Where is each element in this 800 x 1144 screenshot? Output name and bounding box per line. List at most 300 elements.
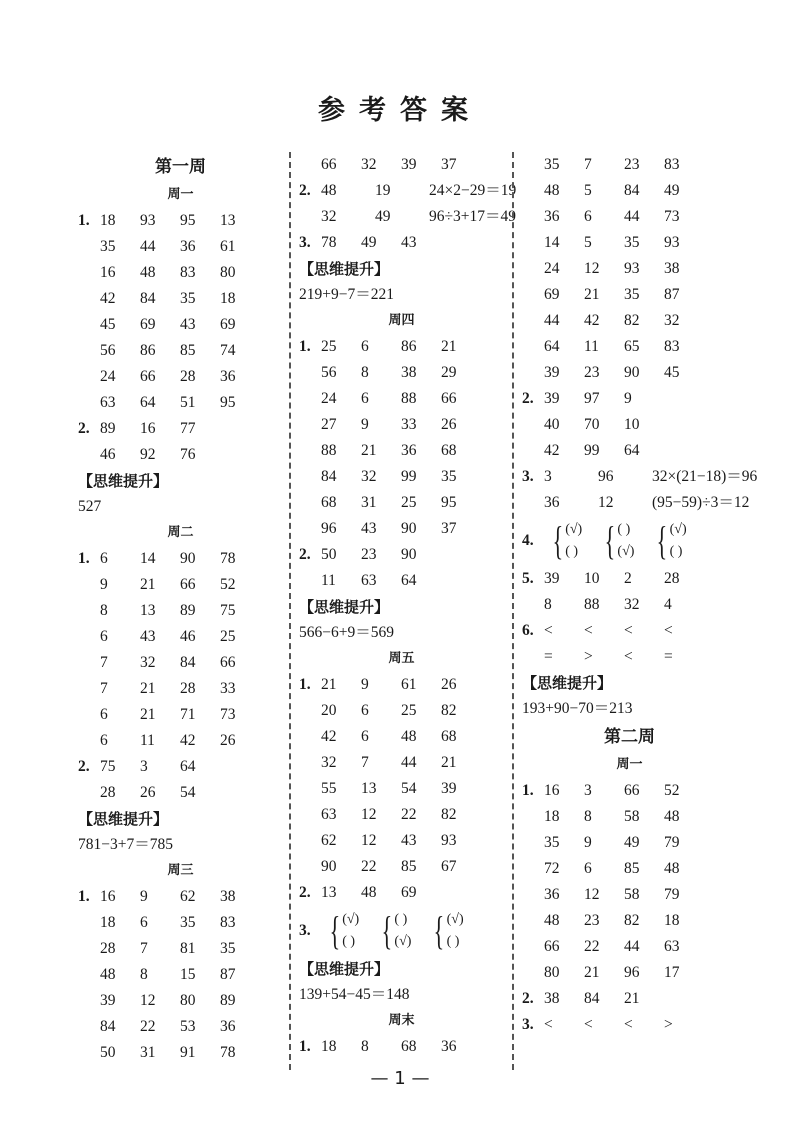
answer-cell: 31 — [361, 494, 377, 511]
answer-cell: 78 — [321, 234, 337, 251]
answer-row — [522, 592, 737, 618]
answer-cell: 44 — [401, 754, 417, 771]
answer-cell: 93 — [664, 234, 680, 251]
answer-cell: 68 — [321, 494, 337, 511]
thinking-section-heading: 【思维提升】 — [78, 810, 169, 828]
answer-cell: 50 — [100, 1044, 116, 1061]
answer-cell: 69 — [220, 316, 236, 333]
brace-symbol: { — [604, 518, 616, 563]
answer-cell: 6 — [100, 628, 108, 645]
answer-cell: 49 — [624, 834, 640, 851]
answer-cell: 97 — [584, 390, 600, 407]
answer-row — [299, 516, 504, 542]
question-number: 2. — [522, 990, 534, 1007]
answer-cell: 9 — [624, 390, 632, 407]
answer-cell: 84 — [180, 654, 196, 671]
answer-cell: = — [544, 648, 553, 665]
answer-cell: 48 — [664, 860, 680, 877]
answer-row — [522, 152, 737, 178]
answer-cell: 23 — [361, 546, 377, 563]
answer-cell: 36 — [220, 1018, 236, 1035]
answer-cell: 48 — [100, 966, 116, 983]
answer-cell: 36 — [544, 886, 560, 903]
question-number: 5. — [522, 570, 534, 587]
answer-cell: 25 — [220, 628, 236, 645]
answer-cell: 13 — [361, 780, 377, 797]
answer-text: 566−6+9＝569 — [299, 624, 394, 641]
answer-cell: 64 — [624, 442, 640, 459]
answer-cell: 26 — [140, 784, 156, 801]
answer-text: 139+54−45＝148 — [299, 986, 410, 1003]
answer-cell: < — [584, 1016, 593, 1033]
answer-cell: 88 — [584, 596, 600, 613]
answer-cell: 95 — [220, 394, 236, 411]
answer-cell: 9 — [140, 888, 148, 905]
answer-cell: 86 — [140, 342, 156, 359]
answer-cell: 8 — [584, 808, 592, 825]
thinking-section-heading: 【思维提升】 — [299, 960, 390, 978]
page-title: 参考答案 — [318, 95, 482, 126]
brace-symbol: { — [434, 908, 445, 953]
answer-cell: 39 — [441, 780, 457, 797]
answer-cell: < — [624, 622, 633, 639]
answer-cell: 7 — [584, 156, 592, 173]
answer-cell: 55 — [321, 780, 337, 797]
choice-mark: ( ) — [446, 934, 460, 949]
answer-row — [522, 986, 737, 1012]
answer-row — [78, 1014, 283, 1040]
answer-cell: 20 — [321, 702, 337, 719]
answer-cell: 14 — [544, 234, 560, 251]
choice-mark: ( ) — [342, 934, 356, 949]
answer-cell: 54 — [401, 780, 417, 797]
question-number: 2. — [78, 420, 90, 437]
choice-mark: (√) — [342, 912, 360, 927]
answer-row — [522, 856, 737, 882]
answer-cell: 33 — [401, 416, 417, 433]
answer-cell: 85 — [624, 860, 640, 877]
answer-cell: 27 — [321, 416, 337, 433]
answer-cell: 44 — [624, 208, 640, 225]
brace-symbol: { — [657, 518, 668, 563]
answer-cell: 25 — [401, 494, 417, 511]
answer-cell: 48 — [544, 912, 560, 929]
answer-row — [299, 698, 504, 724]
answer-cell: 91 — [180, 1044, 196, 1061]
brace-symbol: { — [329, 908, 341, 953]
answer-cell: 39 — [401, 156, 417, 173]
answer-row — [299, 828, 504, 854]
answer-cell: 93 — [140, 212, 156, 229]
answer-cell: 84 — [624, 182, 640, 199]
answer-cell: 12 — [584, 886, 600, 903]
answer-row — [299, 854, 504, 880]
answer-cell: 7 — [100, 654, 108, 671]
answer-cell: 31 — [140, 1044, 156, 1061]
answer-row — [78, 962, 283, 988]
answer-row — [522, 412, 737, 438]
week-heading: 第二周 — [604, 727, 655, 747]
answer-cell: 22 — [361, 858, 377, 875]
brace-items — [394, 909, 411, 953]
answer-cell: 84 — [321, 468, 337, 485]
answer-row — [299, 178, 517, 204]
answer-row — [299, 542, 504, 568]
answer-cell: 43 — [180, 316, 196, 333]
question-number: 2. — [78, 758, 90, 775]
choice-mark: (√) — [617, 544, 635, 559]
answer-row — [78, 1040, 283, 1066]
answer-cell: 56 — [100, 342, 116, 359]
brace-answer-row — [299, 906, 504, 956]
choice-mark: (√) — [669, 522, 687, 537]
answer-row — [299, 334, 504, 360]
question-number: 2. — [299, 182, 311, 199]
answer-row — [299, 412, 504, 438]
answer-cell: 71 — [180, 706, 196, 723]
answer-cell: 35 — [624, 286, 640, 303]
answer-cell: 6 — [100, 550, 108, 567]
answer-cell: 61 — [401, 676, 417, 693]
answer-cell: 82 — [441, 702, 457, 719]
brace-items — [447, 909, 464, 953]
day-heading: 周末 — [388, 1013, 415, 1028]
answer-row — [522, 204, 737, 230]
answer-cell: 6 — [361, 728, 369, 745]
answer-cell: 58 — [624, 808, 640, 825]
answer-row — [299, 490, 504, 516]
answer-cell: 65 — [624, 338, 640, 355]
answer-cell: 38 — [544, 990, 560, 1007]
answer-cell: 26 — [441, 676, 457, 693]
question-number: 2. — [522, 390, 534, 407]
answer-row — [522, 804, 737, 830]
answer-cell: 18 — [664, 912, 680, 929]
answer-cell: 12 — [140, 992, 156, 1009]
answer-cell: 72 — [544, 860, 560, 877]
answer-cell: 83 — [664, 156, 680, 173]
answer-cell: 42 — [584, 312, 600, 329]
answer-cell: 62 — [180, 888, 196, 905]
answer-row — [299, 724, 504, 750]
answer-row — [522, 830, 737, 856]
answer-cell: 6 — [584, 860, 592, 877]
answer-row — [299, 880, 504, 906]
answer-cell: 51 — [180, 394, 196, 411]
answer-cell: 38 — [401, 364, 417, 381]
answer-cell: 21 — [140, 706, 156, 723]
answer-row — [78, 312, 283, 338]
answer-cell: 35 — [180, 914, 196, 931]
answer-cell: 6 — [361, 390, 369, 407]
answer-cell: 43 — [140, 628, 156, 645]
answer-row — [78, 598, 283, 624]
answer-cell: 25 — [401, 702, 417, 719]
answer-cell: 15 — [180, 966, 196, 983]
answer-cell: 9 — [584, 834, 592, 851]
answer-row — [522, 308, 737, 334]
answer-cell: 58 — [624, 886, 640, 903]
answer-cell: 21 — [441, 338, 457, 355]
answer-cell: 21 — [584, 964, 600, 981]
brace-symbol: { — [552, 518, 564, 563]
answer-cell: 3 — [584, 782, 592, 799]
answer-equation: 24×2−29＝19 — [429, 182, 517, 199]
answer-cell: 32 — [624, 596, 640, 613]
answer-cell: 32 — [361, 156, 377, 173]
answer-cell: 66 — [140, 368, 156, 385]
answer-row — [299, 438, 504, 464]
answer-cell: 8 — [361, 364, 369, 381]
answer-cell: 44 — [544, 312, 560, 329]
column-divider — [289, 152, 291, 1070]
answer-cell: 36 — [544, 208, 560, 225]
day-heading: 周五 — [388, 651, 415, 666]
answer-equation: 96÷3+17＝49 — [429, 208, 516, 225]
answer-row — [522, 360, 737, 386]
question-number: 3. — [299, 922, 311, 939]
answer-cell: 43 — [401, 234, 417, 251]
answer-cell: 90 — [401, 546, 417, 563]
column-divider — [512, 152, 514, 1070]
day-heading: 周四 — [388, 313, 415, 328]
choice-mark: ( ) — [617, 522, 631, 537]
choice-mark: ( ) — [394, 912, 408, 927]
answer-cell: 35 — [441, 468, 457, 485]
answer-cell: 22 — [584, 938, 600, 955]
brace-items — [670, 519, 687, 563]
answer-row — [522, 618, 737, 644]
answer-cell: 23 — [624, 156, 640, 173]
brace-group — [321, 909, 359, 953]
answer-cell: 81 — [180, 940, 196, 957]
answer-cell: 66 — [180, 576, 196, 593]
answer-cell: 11 — [321, 572, 336, 589]
answer-column-2 — [299, 152, 517, 1060]
day-heading: 周一 — [167, 187, 194, 202]
thinking-section-heading: 【思维提升】 — [299, 260, 390, 278]
answer-row — [78, 780, 283, 806]
answer-cell: 87 — [664, 286, 680, 303]
answer-cell: > — [664, 1016, 673, 1033]
answer-cell: 95 — [441, 494, 457, 511]
answer-cell: 21 — [140, 680, 156, 697]
answer-cell: 88 — [321, 442, 337, 459]
answer-cell: 83 — [220, 914, 236, 931]
answer-cell: 18 — [321, 1038, 337, 1055]
answer-cell: 17 — [664, 964, 680, 981]
answer-cell: 21 — [321, 676, 337, 693]
answer-cell: 28 — [180, 368, 196, 385]
question-number: 2. — [299, 546, 311, 563]
answer-row — [78, 442, 283, 468]
answer-cell: 18 — [220, 290, 236, 307]
answer-cell: 40 — [544, 416, 560, 433]
answer-cell: 64 — [544, 338, 560, 355]
answer-cell: 69 — [140, 316, 156, 333]
answer-cell: 12 — [361, 832, 377, 849]
answer-cell: 63 — [664, 938, 680, 955]
answer-cell: 3 — [140, 758, 148, 775]
answer-row — [299, 386, 504, 412]
answer-cell: 39 — [100, 992, 116, 1009]
answer-cell: 6 — [361, 702, 369, 719]
answer-cell: 42 — [321, 728, 337, 745]
answer-cell: 80 — [220, 264, 236, 281]
answer-cell: 24 — [544, 260, 560, 277]
answer-cell: 62 — [321, 832, 337, 849]
answer-row — [522, 934, 737, 960]
question-number: 1. — [78, 212, 90, 229]
answer-cell: 10 — [584, 570, 600, 587]
answer-cell: 54 — [180, 784, 196, 801]
answer-cell: > — [584, 648, 593, 665]
answer-cell: 38 — [220, 888, 236, 905]
answer-cell: 12 — [584, 260, 600, 277]
answer-row — [78, 338, 283, 364]
answer-row — [299, 802, 504, 828]
answer-cell: 89 — [220, 992, 236, 1009]
answer-cell: 12 — [361, 806, 377, 823]
answer-cell: 9 — [361, 416, 369, 433]
answer-cell: 49 — [664, 182, 680, 199]
answer-row — [522, 566, 737, 592]
answer-cell: 74 — [220, 342, 236, 359]
answer-cell: 96 — [321, 520, 337, 537]
answer-row — [522, 644, 737, 670]
answer-cell: < — [544, 1016, 553, 1033]
question-number: 1. — [299, 1038, 311, 1055]
answer-cell: 69 — [544, 286, 560, 303]
answer-cell: 69 — [401, 884, 417, 901]
answer-cell: 26 — [441, 416, 457, 433]
answer-row — [78, 936, 283, 962]
answer-cell: 63 — [100, 394, 116, 411]
answer-cell: 35 — [100, 238, 116, 255]
answer-cell: 21 — [361, 442, 377, 459]
answer-cell: 61 — [220, 238, 236, 255]
answer-cell: 84 — [140, 290, 156, 307]
question-number: 4. — [522, 532, 534, 549]
answer-cell: 18 — [100, 212, 116, 229]
answer-cell: 36 — [401, 442, 417, 459]
answer-cell: 86 — [401, 338, 417, 355]
answer-row — [522, 386, 737, 412]
answer-cell: 46 — [100, 446, 116, 463]
answer-cell: 78 — [220, 1044, 236, 1061]
answer-cell: 35 — [180, 290, 196, 307]
answer-cell: 21 — [441, 754, 457, 771]
answer-cell: 12 — [598, 494, 614, 511]
choice-mark: (√) — [446, 912, 464, 927]
question-number: 2. — [299, 884, 311, 901]
answer-cell: 11 — [584, 338, 599, 355]
answer-cell: 53 — [180, 1018, 196, 1035]
answer-cell: 68 — [441, 728, 457, 745]
answer-cell: 83 — [664, 338, 680, 355]
answer-cell: 73 — [220, 706, 236, 723]
answer-cell: 99 — [401, 468, 417, 485]
answer-cell: 14 — [140, 550, 156, 567]
answer-cell: 8 — [544, 596, 552, 613]
answer-row — [522, 438, 737, 464]
answer-cell: 23 — [584, 912, 600, 929]
brace-group — [425, 909, 463, 953]
answer-cell: 49 — [375, 208, 391, 225]
answer-cell: 6 — [140, 914, 148, 931]
answer-cell: 88 — [401, 390, 417, 407]
answer-row — [78, 364, 283, 390]
answer-cell: 52 — [220, 576, 236, 593]
answer-row — [522, 778, 737, 804]
answer-cell: 24 — [321, 390, 337, 407]
answer-cell: 66 — [624, 782, 640, 799]
answer-cell: 28 — [100, 784, 116, 801]
question-number: 1. — [78, 550, 90, 567]
answer-cell: 36 — [180, 238, 196, 255]
answer-row — [78, 702, 283, 728]
answer-cell: 45 — [100, 316, 116, 333]
answer-row — [299, 672, 504, 698]
answer-cell: 21 — [140, 576, 156, 593]
answer-cell: 96 — [624, 964, 640, 981]
answer-cell: 32 — [321, 208, 337, 225]
answer-cell: 25 — [321, 338, 337, 355]
question-number: 3. — [522, 468, 534, 485]
answer-cell: 46 — [180, 628, 196, 645]
answer-cell: 33 — [220, 680, 236, 697]
answer-cell: 36 — [441, 1038, 457, 1055]
answer-cell: 35 — [544, 156, 560, 173]
answer-cell: 32 — [321, 754, 337, 771]
answer-row — [299, 204, 516, 230]
question-number: 6. — [522, 622, 534, 639]
answer-row — [522, 882, 737, 908]
answer-cell: 66 — [321, 156, 337, 173]
answer-cell: 16 — [544, 782, 560, 799]
answer-cell: 42 — [180, 732, 196, 749]
answer-cell: 32 — [140, 654, 156, 671]
answer-cell: 75 — [100, 758, 116, 775]
answer-cell: 13 — [140, 602, 156, 619]
answer-equation: (95−59)÷3＝12 — [652, 494, 750, 511]
thinking-section-heading: 【思维提升】 — [299, 598, 390, 616]
answer-cell: 87 — [220, 966, 236, 983]
answer-cell: 32 — [361, 468, 377, 485]
answer-column-3 — [522, 152, 758, 1038]
answer-cell: 22 — [140, 1018, 156, 1035]
answer-cell: 11 — [140, 732, 155, 749]
answer-cell: 48 — [664, 808, 680, 825]
answer-cell: 64 — [401, 572, 417, 589]
answer-row — [299, 360, 504, 386]
answer-text: 527 — [78, 498, 102, 515]
answer-cell: 63 — [361, 572, 377, 589]
answer-cell: 16 — [140, 420, 156, 437]
answer-row — [78, 676, 283, 702]
answer-cell: 84 — [584, 990, 600, 1007]
answer-cell: 77 — [180, 420, 196, 437]
answer-row — [78, 754, 283, 780]
answer-cell: 93 — [441, 832, 457, 849]
answer-cell: 82 — [624, 312, 640, 329]
answer-row — [522, 256, 737, 282]
answer-cell: 73 — [664, 208, 680, 225]
answer-cell: 8 — [361, 1038, 369, 1055]
answer-row — [78, 988, 283, 1014]
answer-cell: 45 — [664, 364, 680, 381]
answer-cell: 92 — [140, 446, 156, 463]
